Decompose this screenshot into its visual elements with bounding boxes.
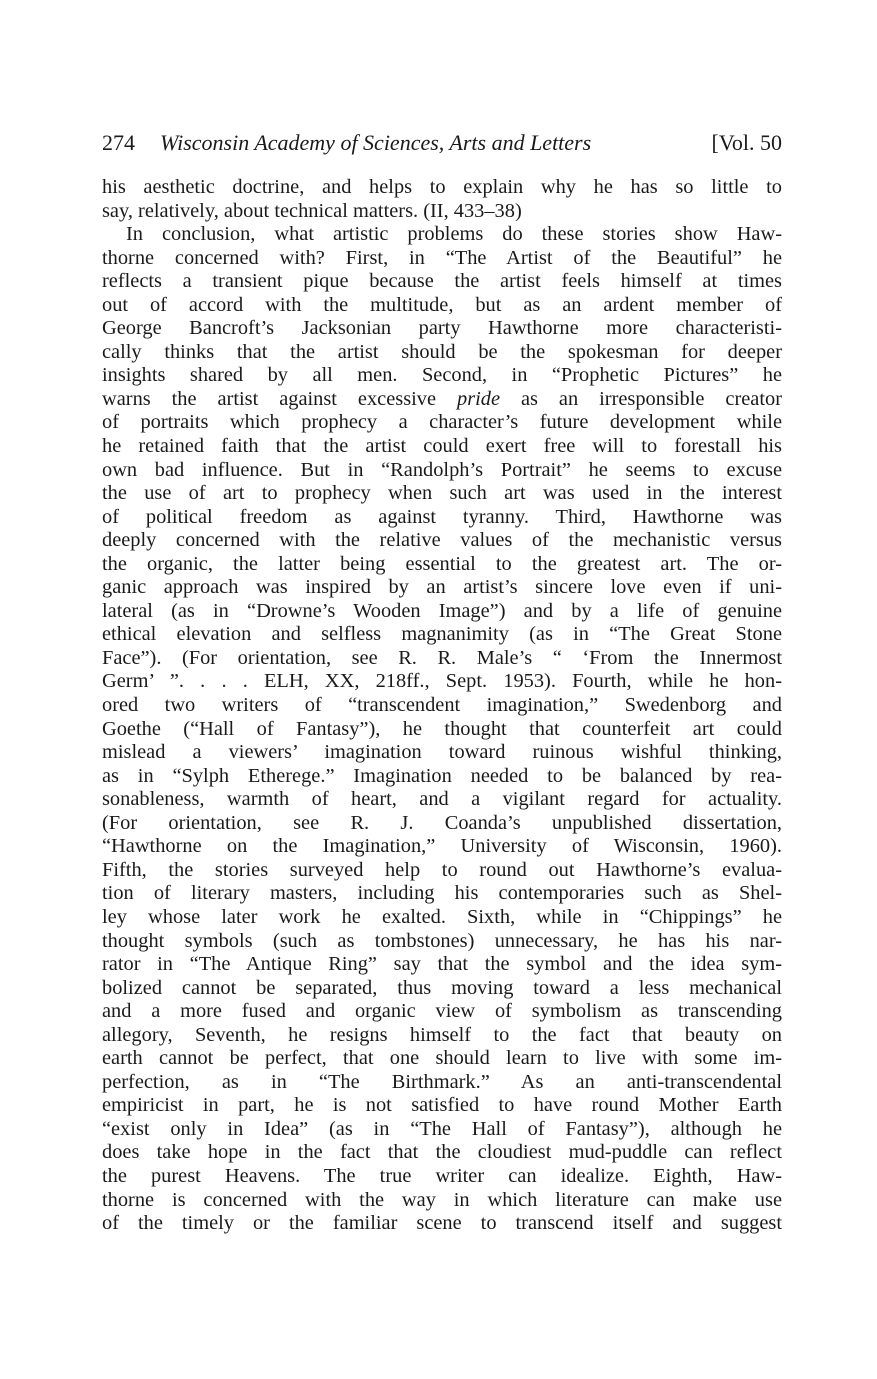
emphasized-word: pride <box>457 387 501 410</box>
text-line: Face”). (For orientation, see R. R. Male’s “ ‘From the Innermost <box>102 646 782 669</box>
text-line: Fifth, the stories surveyed help to round out Hawthorne’s evalua- <box>102 858 782 881</box>
text-line: rator in “The Antique Ring” say that the symbol and the idea sym- <box>102 953 782 976</box>
text-line: and a more fused and organic view of symbolism as transcending <box>102 1000 782 1023</box>
text-line: thought symbols (such as tombstones) unnecessary, he has his nar- <box>102 929 782 952</box>
text-line: thorne is concerned with the way in which literature can make use <box>102 1188 782 1211</box>
text-line: deeply concerned with the relative values of the mechanistic versus <box>102 529 782 552</box>
text-line: as in “Sylph Etherege.” Imagination needed to be balanced by rea- <box>102 764 782 787</box>
text-line: lateral (as in “Drowne’s Wooden Image”) and by a life of genuine <box>102 599 782 622</box>
running-head <box>102 130 782 164</box>
text-line: Germ’ ”. . . . ELH, XX, 218ff., Sept. 1953). Fourth, while he hon- <box>102 670 782 693</box>
text-line: “exist only in Idea” (as in “The Hall of Fantasy”), although he <box>102 1117 782 1140</box>
text-line: ley whose later work he exalted. Sixth, while in “Chippings” he <box>102 905 782 928</box>
text-line: does take hope in the fact that the cloudiest mud-puddle can reflect <box>102 1141 782 1164</box>
volume-label: [Vol. 50 <box>711 130 782 155</box>
paragraph-start-line: In conclusion, what artistic problems do these stories show Haw- <box>126 223 782 246</box>
text-line: empiricist in part, he is not satisfied to have round Mother Earth <box>102 1094 782 1117</box>
text-line: earth cannot be perfect, that one should learn to live with some im- <box>102 1047 782 1070</box>
text-line: George Bancroft’s Jacksonian party Hawthorne more characteristi- <box>102 317 782 340</box>
text-line: own bad influence. But in “Randolph’s Portrait” he seems to excuse <box>102 458 782 481</box>
text-line: the purest Heavens. The true writer can idealize. Eighth, Haw- <box>102 1164 782 1187</box>
text-line: cally thinks that the artist should be the spokesman for deeper <box>102 340 782 363</box>
text-line: say, relatively, about technical matters. (II, 433–38) <box>102 199 522 222</box>
text-line: Goethe (“Hall of Fantasy”), he thought that counterfeit art could <box>102 717 782 740</box>
text-line: (For orientation, see R. J. Coanda’s unpublished dissertation, <box>102 811 782 834</box>
text-line: out of accord with the multitude, but as an ardent member of <box>102 293 782 316</box>
text-line: thorne concerned with? First, in “The Artist of the Beautiful” he <box>102 246 782 269</box>
text-line: insights shared by all men. Second, in “Prophetic Pictures” he <box>102 364 782 387</box>
text-line: the use of art to prophecy when such art was used in the interest <box>102 482 782 505</box>
text-segment: warns the artist against excessive <box>102 387 437 410</box>
text-line: ganic approach was inspired by an artist’s sincere love even if uni- <box>102 576 782 599</box>
text-line: bolized cannot be separated, thus moving toward a less mechanical <box>102 976 782 999</box>
text-line: perfection, as in “The Birthmark.” As an anti-transcendental <box>102 1070 782 1093</box>
text-line: the organic, the latter being essential to the greatest art. The or- <box>102 552 782 575</box>
text-line: of political freedom as against tyranny. Third, Hawthorne was <box>102 505 782 528</box>
text-line: sonableness, warmth of heart, and a vigilant regard for actuality. <box>102 788 782 811</box>
text-line: he retained faith that the artist could exert free will to forestall his <box>102 435 782 458</box>
text-line: his aesthetic doctrine, and helps to explain why he has so little to <box>102 176 782 198</box>
text-line: tion of literary masters, including his contemporaries such as Shel- <box>102 882 782 905</box>
text-line: reflects a transient pique because the artist feels himself at times <box>102 270 782 293</box>
text-line: “Hawthorne on the Imagination,” University of Wisconsin, 1960). <box>102 835 782 858</box>
journal-title: Wisconsin Academy of Sciences, Arts and Letters <box>160 130 592 155</box>
text-line-with-emphasis <box>102 388 782 412</box>
document-page <box>102 130 782 1236</box>
text-segment: as an irresponsible creator <box>521 387 782 410</box>
text-line: ethical elevation and selfless magnanimity (as in “The Great Stone <box>102 623 782 646</box>
body-text <box>102 176 782 1236</box>
text-line: of portraits which prophecy a character’s future development while <box>102 411 782 434</box>
text-line: allegory, Seventh, he resigns himself to the fact that beauty on <box>102 1023 782 1046</box>
text-line: of the timely or the familiar scene to transcend itself and suggest <box>102 1212 782 1235</box>
text-line: ored two writers of “transcendent imagination,” Swedenborg and <box>102 694 782 717</box>
text-line: mislead a viewers’ imagination toward ruinous wishful thinking, <box>102 741 782 764</box>
page-number: 274 <box>102 130 135 155</box>
